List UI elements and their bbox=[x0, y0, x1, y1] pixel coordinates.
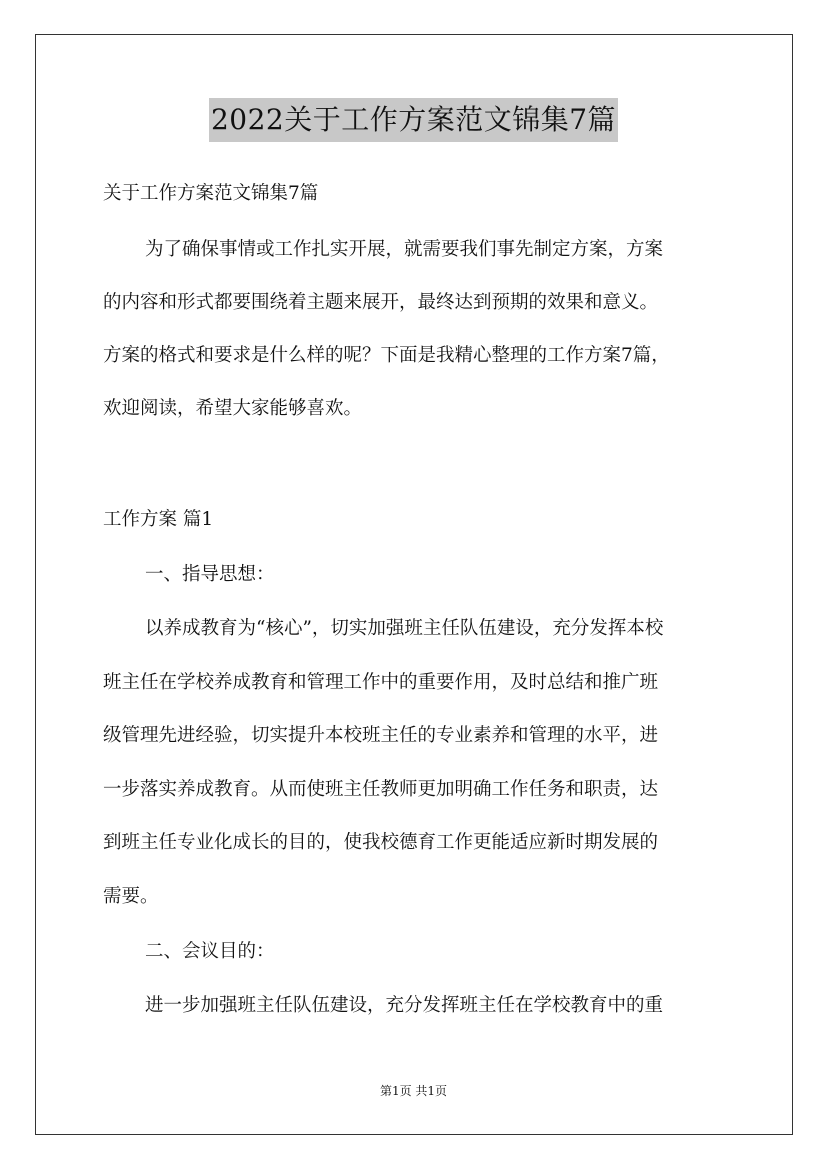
item1-line-5: 到班主任专业化成长的目的，使我校德育工作更能适应新时期发展的 bbox=[103, 832, 659, 853]
item2-heading: 二、会议目的： bbox=[145, 941, 275, 962]
item1-line-1: 以养成教育为“核心”，切实加强班主任队伍建设，充分发挥本校 bbox=[145, 618, 664, 639]
intro-line-4: 欢迎阅读，希望大家能够喜欢。 bbox=[103, 398, 363, 419]
section-heading: 工作方案 篇1 bbox=[103, 509, 214, 530]
intro-line-1: 为了确保事情或工作扎实开展，就需要我们事先制定方案，方案 bbox=[145, 239, 664, 260]
item2-line-1: 进一步加强班主任队伍建设，充分发挥班主任在学校教育中的重 bbox=[145, 995, 664, 1016]
intro-line-3: 方案的格式和要求是什么样的呢？下面是我精心整理的工作方案7篇， bbox=[103, 345, 670, 366]
document-title: 2022关于工作方案范文锦集7篇 bbox=[209, 98, 618, 142]
item1-line-4: 一步落实养成教育。从而使班主任教师更加明确工作任务和职责，达 bbox=[103, 779, 659, 800]
item1-line-3: 级管理先进经验，切实提升本校班主任的专业素养和管理的水平，进 bbox=[103, 725, 659, 746]
intro-line-2: 的内容和形式都要围绕着主题来展开，最终达到预期的效果和意义。 bbox=[103, 292, 659, 313]
item1-line-2: 班主任在学校养成教育和管理工作中的重要作用，及时总结和推广班 bbox=[103, 672, 659, 693]
document-subtitle: 关于工作方案范文锦集7篇 bbox=[103, 183, 319, 204]
title-wrap bbox=[0, 98, 827, 142]
item1-heading: 一、指导思想： bbox=[145, 564, 275, 585]
page-footer: 第1页 共1页 bbox=[379, 1084, 448, 1098]
item1-line-6: 需要。 bbox=[103, 886, 159, 907]
